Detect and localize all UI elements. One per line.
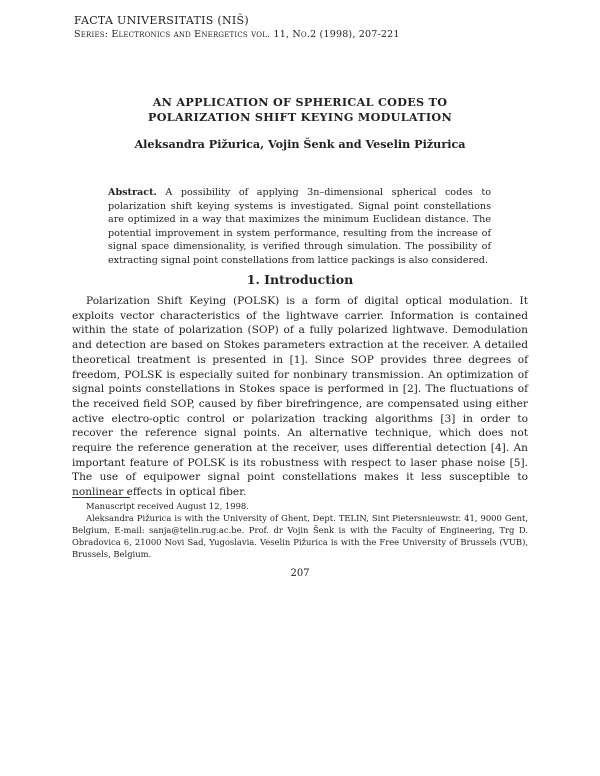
title-line-1: AN APPLICATION OF SPHERICAL CODES TO [152,95,448,109]
footnotes [72,500,528,560]
section-heading: 1. Introduction [246,272,354,287]
journal-name: FACTA UNIVERSITATIS (NIŠ) [74,14,249,27]
author-list: Aleksandra Pižurica, Vojin Šenk and Veselin Pižurica [134,137,466,151]
intro-paragraph: Polarization Shift Keying (POLSK) is a form of digital optical modulation. It exploits vector characteristics of the lightwave carrier. Information is contained within the state of polarization (SOP) of a fully polarized lightwave. Demodulation and detection are based on Stokes parameters extraction at the receiver. A detailed theoretical treatment is presented in [1]. Since SOP provides three degrees of freedom, POLSK is especially suited for nonbinary transmission. An optimization of signal points constellations in Stokes space is performed in [2]. The fluctuations of the received field SOP, caused by fiber birefringence, are compensated using either active electro-optic control or polarization tracking algorithms [3] in order to recover the reference signal points. An alternative technique, which does not require the reference generation at the receiver, uses differential detection [4]. An important feature of POLSK is its robustness with respect to laser phase noise [5]. The use of equipower signal point constellations makes it less susceptible to nonlinear effects in optical fiber. [72,295,528,499]
abstract [108,186,491,268]
footnote-affiliations: Aleksandra Pižurica is with the University of Ghent, Dept. TELIN, Sint Pietersnieuwstr. 41, 9000 Gent, Belgium, E-mail: sanja@telin.rug.ac.be. Prof. dr Vojin Šenk is with the Faculty of Engineering, Trg D. Obradovica 6, 21000 Novi Sad, Yugoslavia. Veselin Pižurica is with the Free University of Brussels (VUB), Brussels, Belgium. [72,513,528,559]
page-number: 207 [290,568,310,579]
journal-header [74,14,534,41]
paper-title [70,95,530,125]
journal-series: Series: Electronics and Energetics vol. 11, No.2 (1998), 207-221 [74,29,400,40]
title-line-2: POLARIZATION SHIFT KEYING MODULATION [148,110,452,124]
abstract-label: Abstract. [108,187,157,198]
abstract-text: A possibility of applying 3n–dimensional spherical codes to polarization shift keying systems is investigated. Signal point constellations are optimized in a way that maximizes the minimum Euclidean distance. The potential improvement in system performance, resulting from the increase of signal space dimensionality, is verified through simulation. The possibility of extracting signal point constellations from lattice packings is also considered. [108,187,491,266]
footnote-divider [72,497,130,498]
footnote-received: Manuscript received August 12, 1998. [86,501,249,511]
